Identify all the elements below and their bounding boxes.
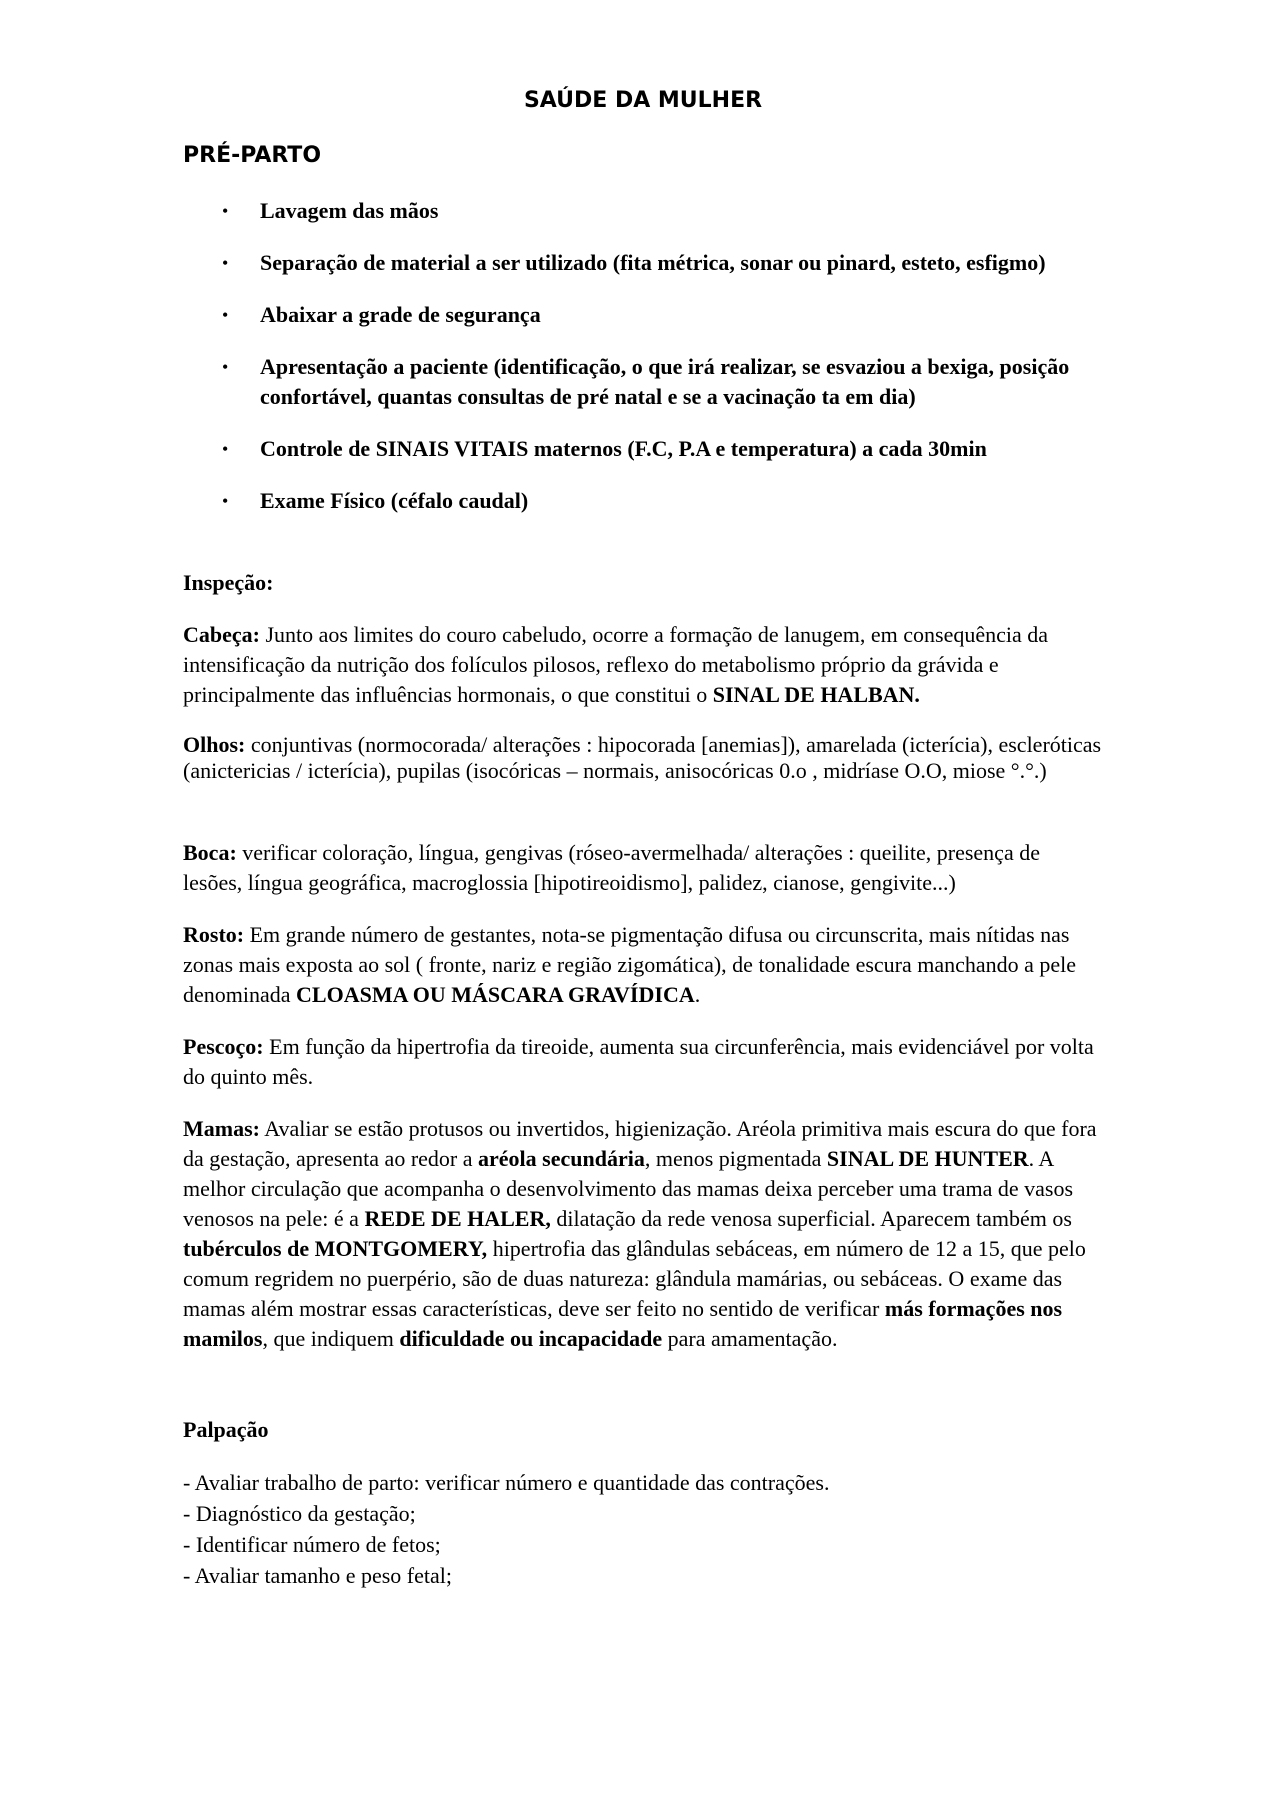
- text-cabeca: Junto aos limites do couro cabeludo, ocorre a formação de lanugem, em consequência da intensificação da nutrição dos folículos pilosos, reflexo do metabolismo próprio da grávida e principalmente das influências hormonais, o que constitui o: [183, 622, 1049, 707]
- emphasis-tuberculos-montgomery: tubérculos de MONTGOMERY,: [183, 1236, 488, 1261]
- bullet-text: Exame Físico (céfalo caudal): [260, 488, 529, 513]
- emphasis-cloasma: CLOASMA OU MÁSCARA GRAVÍDICA: [296, 982, 695, 1007]
- paragraph-olhos: [183, 732, 1103, 784]
- procedure-bullet-list: [183, 196, 1103, 538]
- bullet-item: [183, 434, 1103, 464]
- bullet-item: [183, 352, 1103, 412]
- text-pescoco: Em função da hipertrofia da tireoide, aumenta sua circunferência, mais evidenciável por volta do quinto mês.: [183, 1034, 1094, 1089]
- emphasis-rede-de-haler: REDE DE HALER,: [364, 1206, 551, 1231]
- label-boca: Boca:: [183, 840, 237, 865]
- text-mamas-1: Avaliar se estão protusos ou invertidos, higienização. Aréola primitiva mais escura do que fora da gestação, apresenta ao redor a: [183, 1116, 1097, 1171]
- bullet-glyph: •: [222, 491, 229, 511]
- bullet-text: Lavagem das mãos: [260, 198, 439, 223]
- paragraph-cabeca: [183, 620, 1103, 710]
- paragraph-boca: [183, 838, 1103, 898]
- bullet-text: Separação de material a ser utilizado (fita métrica, sonar ou pinard, esteto, esfigmo): [260, 250, 1046, 275]
- paragraph-rosto: [183, 920, 1103, 1010]
- emphasis-sinal-de-halban: SINAL DE HALBAN.: [712, 682, 920, 707]
- emphasis-dificuldade: dificuldade ou incapacidade: [399, 1326, 663, 1351]
- text-mamas-6: , que indiquem: [262, 1326, 400, 1351]
- text-mamas-3: . A melhor circulação que acompanha o desenvolvimento das mamas deixa perceber uma trama de vasos venosos na pele: é a: [183, 1146, 1074, 1231]
- text-rosto-tail: .: [694, 982, 701, 1007]
- bullet-item: [183, 300, 1103, 330]
- palpacao-item: - Avaliar trabalho de parto: verificar número e quantidade das contrações.: [183, 1470, 830, 1495]
- text-mamas-5: hipertrofia das glândulas sebáceas, em número de 12 a 15, que pelo comum regridem no puerpério, são de duas natureza: glândula mamárias, ou sebáceas. O exame das mamas além mostrar essas características, deve ser feito no sentido de verificar: [183, 1236, 1086, 1321]
- bullet-glyph: •: [222, 439, 229, 459]
- palpacao-heading: Palpação: [183, 1417, 269, 1442]
- palpacao-item: - Avaliar tamanho e peso fetal;: [183, 1563, 452, 1588]
- text-mamas-2: , menos pigmentada: [644, 1146, 827, 1171]
- palpacao-item: - Identificar número de fetos;: [183, 1532, 441, 1557]
- bullet-glyph: •: [222, 253, 229, 273]
- emphasis-mas-formacoes: más formações nos mamilos: [183, 1296, 1063, 1351]
- bullet-text: Controle de SINAIS VITAIS maternos (F.C, P.A e temperatura) a cada 30min: [260, 436, 987, 461]
- text-olhos: conjuntivas (normocorada/ alterações : hipocorada [anemias]), amarelada (icterícia), escleróticas (anictericias / icterícia), pupilas (isocóricas – normais, anisocóricas 0.o , midríase O.O, miose °.°.): [183, 732, 1102, 783]
- text-mamas-7: para amamentação.: [662, 1326, 838, 1351]
- label-mamas: Mamas:: [183, 1116, 260, 1141]
- emphasis-areola-secundaria: aréola secundária: [478, 1146, 645, 1171]
- label-olhos: Olhos:: [183, 732, 246, 757]
- text-rosto: Em grande número de gestantes, nota-se pigmentação difusa ou circunscrita, mais nítidas nas zonas mais exposta ao sol ( fronte, nariz e região zigomática), de tonalidade escura manchando a pele denominada: [183, 922, 1077, 1007]
- bullet-glyph: •: [222, 201, 229, 221]
- text-mamas-4: dilatação da rede venosa superficial. Aparecem também os: [550, 1206, 1072, 1231]
- bullet-glyph: •: [222, 305, 229, 325]
- bullet-item: [183, 196, 1103, 226]
- paragraph-mamas: [183, 1114, 1103, 1354]
- label-cabeca: Cabeça:: [183, 622, 260, 647]
- section-heading-pre-parto: PRÉ-PARTO: [183, 143, 322, 168]
- document-title: SAÚDE DA MULHER: [523, 88, 763, 113]
- bullet-text: Abaixar a grade de segurança: [260, 302, 541, 327]
- label-rosto: Rosto:: [183, 922, 245, 947]
- paragraph-pescoco: [183, 1032, 1103, 1092]
- label-pescoco: Pescoço:: [183, 1034, 264, 1059]
- palpacao-list: [183, 1467, 1103, 1591]
- text-boca: verificar coloração, língua, gengivas (róseo-avermelhada/ alterações : queilite, presença de lesões, língua geográfica, macroglossia [hipotireoidismo], palidez, cianose, gengivite...): [183, 840, 1040, 895]
- bullet-item: [183, 486, 1103, 516]
- emphasis-sinal-de-hunter: SINAL DE HUNTER: [826, 1146, 1029, 1171]
- bullet-item: [183, 248, 1103, 278]
- bullet-glyph: •: [222, 357, 229, 377]
- bullet-text: Apresentação a paciente (identificação, o que irá realizar, se esvaziou a bexiga, posição confortável, quantas consultas de pré natal e se a vacinação ta em dia): [260, 354, 1070, 409]
- inspecao-heading: Inspeção:: [183, 570, 274, 595]
- palpacao-item: - Diagnóstico da gestação;: [183, 1501, 416, 1526]
